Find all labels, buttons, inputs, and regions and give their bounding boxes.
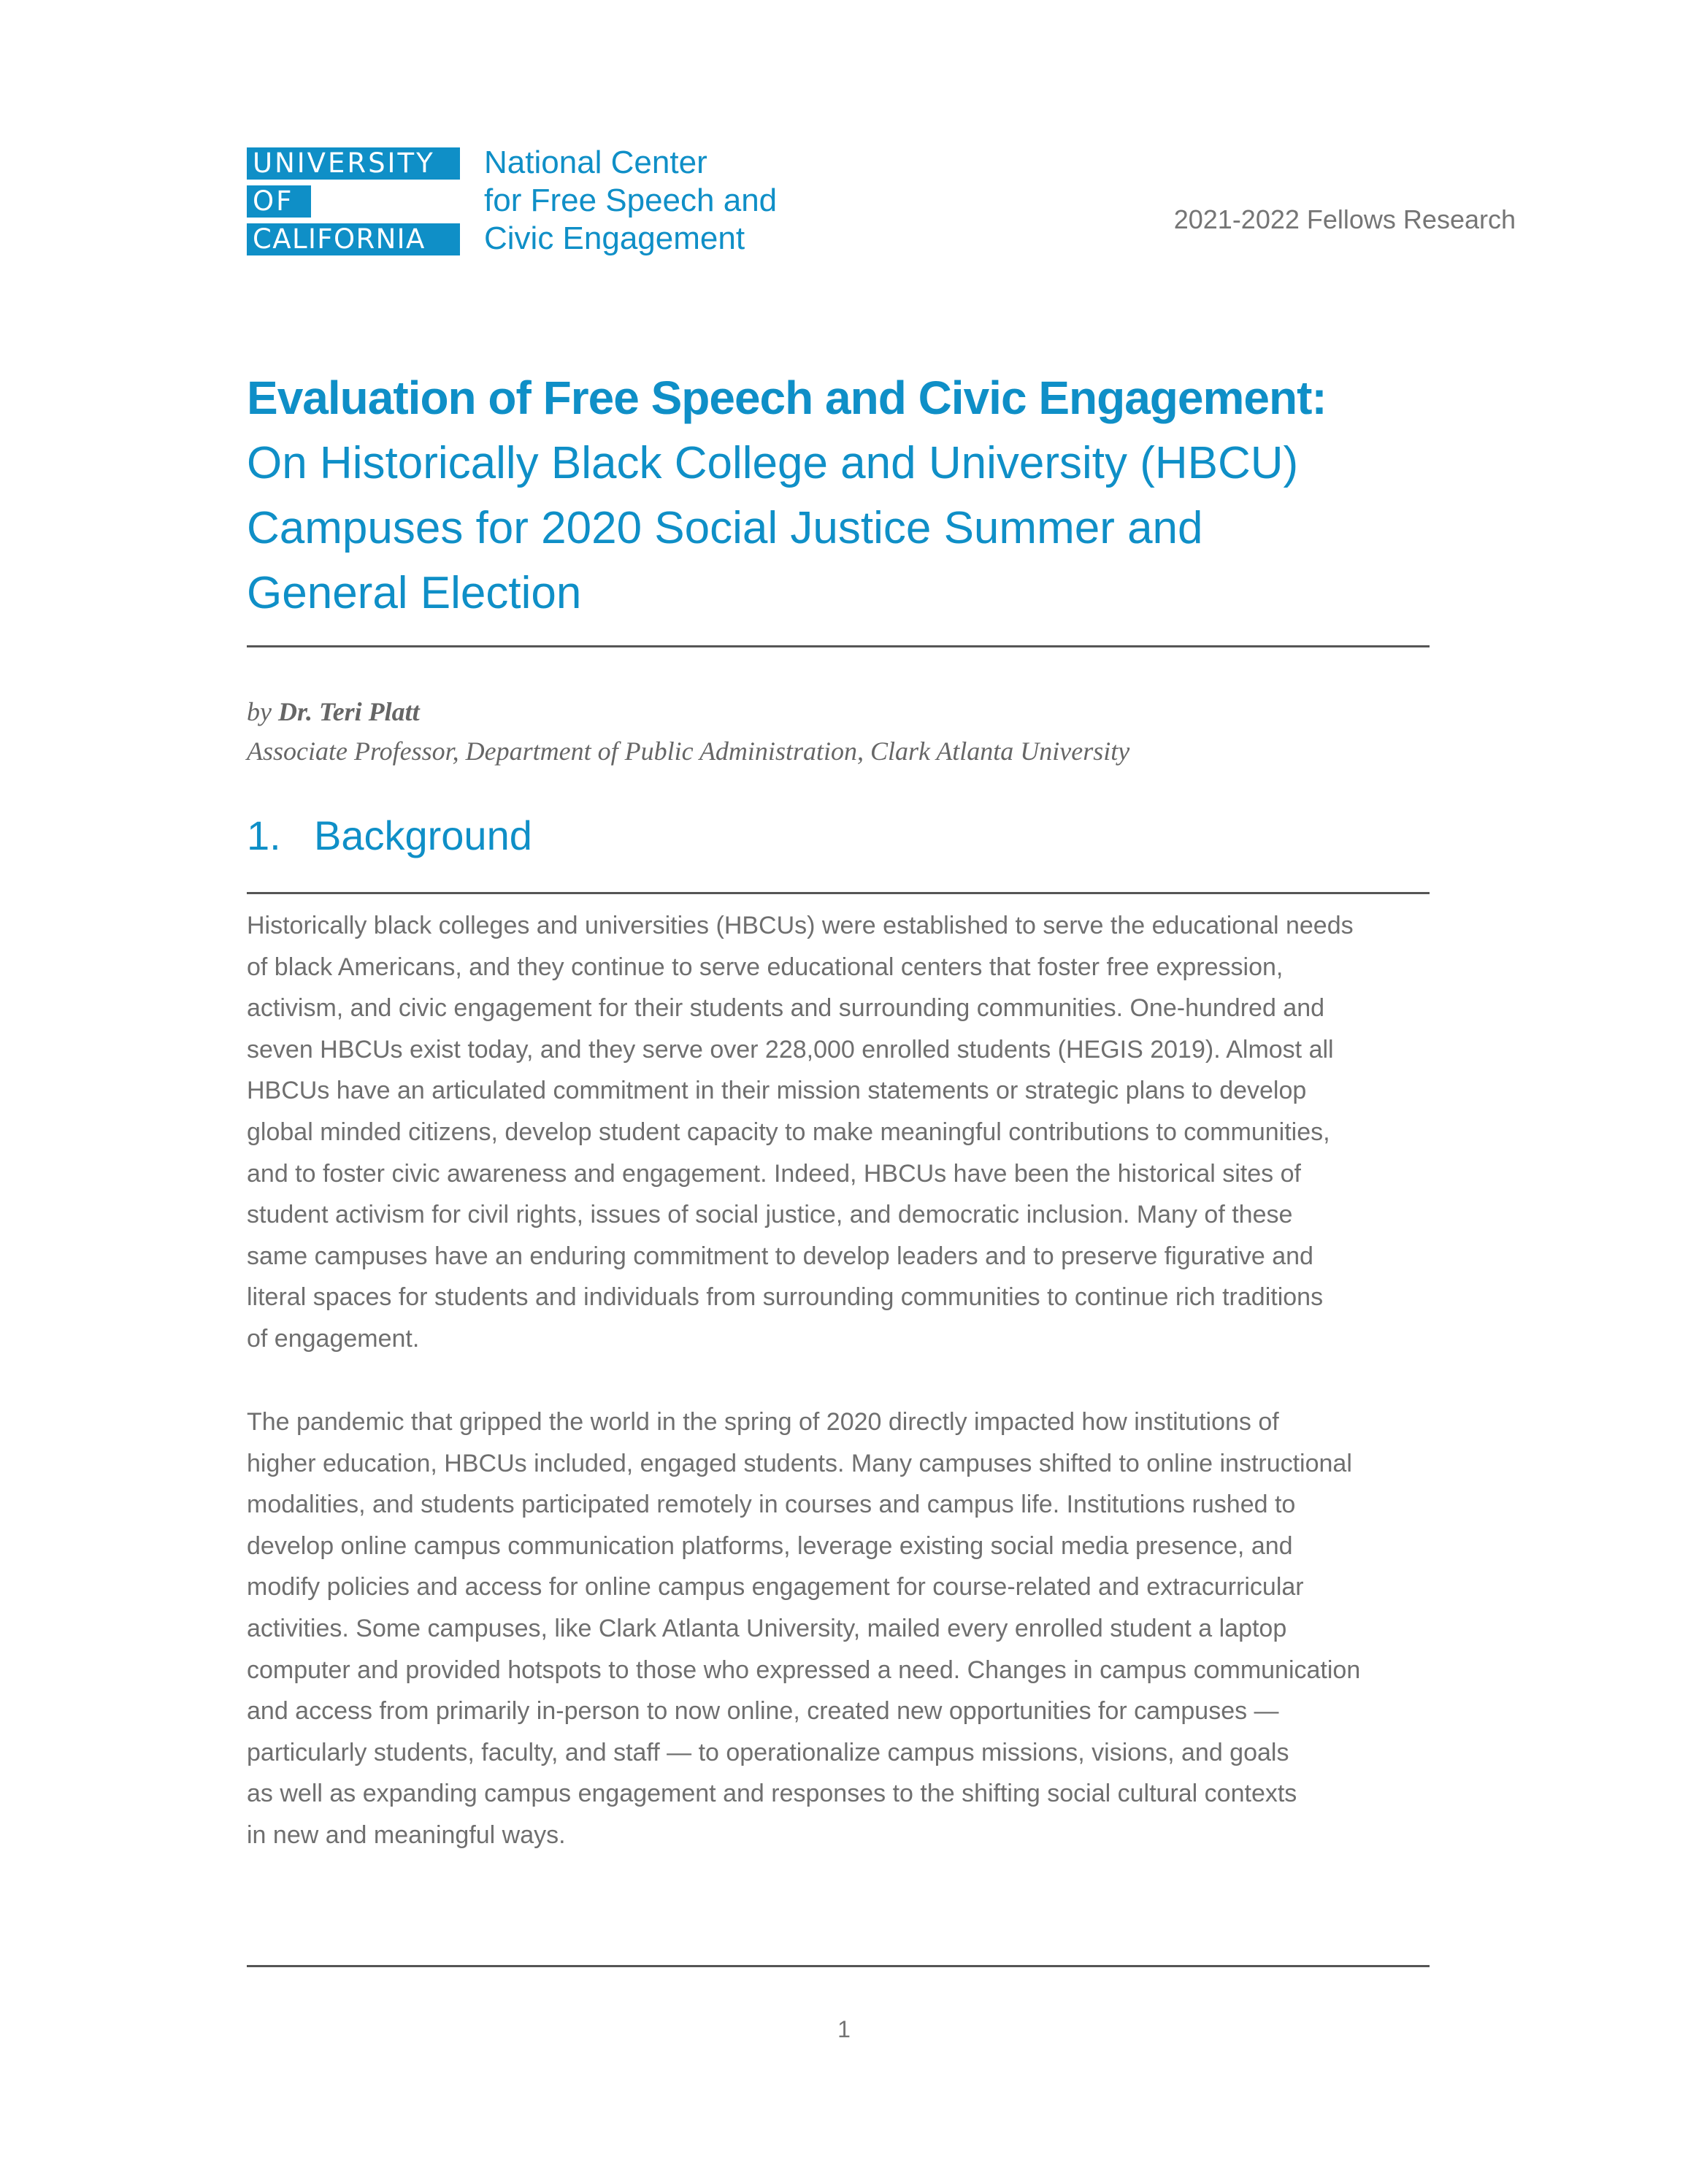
center-name-line: National Center bbox=[484, 145, 707, 180]
title-subtitle-line: General Election bbox=[247, 568, 582, 618]
section-divider bbox=[247, 892, 1430, 894]
paragraph-background-1 bbox=[247, 905, 1444, 1360]
paragraph-line: and to foster civic awareness and engagement. Indeed, HBCUs have been the historical sites of bbox=[247, 1159, 1301, 1188]
footer-divider bbox=[247, 1965, 1430, 1967]
title-divider bbox=[247, 645, 1430, 647]
paragraph-line: particularly students, faculty, and staff — to operationalize campus missions, visions, and goals bbox=[247, 1738, 1289, 1766]
paragraph-line: as well as expanding campus engagement and responses to the shifting social cultural contexts bbox=[247, 1780, 1297, 1808]
paragraph-line: of engagement. bbox=[247, 1324, 420, 1353]
paragraph-line: The pandemic that gripped the world in the spring of 2020 directly impacted how institutions of bbox=[247, 1408, 1279, 1436]
paragraph-line: higher education, HBCUs included, engaged students. Many campuses shifted to online instructional bbox=[247, 1449, 1352, 1477]
author-affiliation: Associate Professor, Department of Public Administration, Clark Atlanta University bbox=[247, 737, 1130, 766]
section-heading bbox=[247, 810, 532, 861]
document-title bbox=[247, 365, 1488, 626]
paragraph-line: seven HBCUs exist today, and they serve over 228,000 enrolled students (HEGIS 2019). Almost all bbox=[247, 1035, 1334, 1064]
paragraph-line: and access from primarily in-person to now online, created new opportunities for campuses — bbox=[247, 1697, 1279, 1726]
author-byline bbox=[247, 692, 1129, 731]
paragraph-line: in new and meaningful ways. bbox=[247, 1820, 566, 1849]
series-label: 2021-2022 Fellows Research bbox=[1173, 204, 1516, 234]
title-subtitle-line: On Historically Black College and University (HBCU) bbox=[247, 438, 1299, 488]
center-name-line: Civic Engagement bbox=[484, 220, 745, 256]
author-name: Dr. Teri Platt bbox=[277, 697, 420, 726]
author-by: by bbox=[247, 697, 272, 726]
paragraph-line: same campuses have an enduring commitment to develop leaders and to preserve figurative and bbox=[247, 1242, 1313, 1270]
paragraph-line: HBCUs have an articulated commitment in their mission statements or strategic plans to develop bbox=[247, 1077, 1307, 1105]
paragraph-line: develop online campus communication platforms, leverage existing social media presence, and bbox=[247, 1531, 1293, 1560]
paragraph-line: modalities, and students participated remotely in courses and campus life. Institutions rushed to bbox=[247, 1491, 1296, 1519]
logo-of-text: OF bbox=[247, 185, 311, 218]
title-main: Evaluation of Free Speech and Civic Engagement: bbox=[247, 372, 1327, 424]
title-subtitle-line: Campuses for 2020 Social Justice Summer and bbox=[247, 503, 1203, 553]
paragraph-line: literal spaces for students and individuals from surrounding communities to continue rich traditions bbox=[247, 1283, 1324, 1312]
paragraph-line: global minded citizens, develop student capacity to make meaningful contributions to communities, bbox=[247, 1118, 1330, 1146]
paragraph-line: of black Americans, and they continue to serve educational centers that foster free expression, bbox=[247, 953, 1284, 981]
author-block bbox=[247, 692, 1129, 771]
center-name-line: for Free Speech and bbox=[484, 182, 778, 218]
paragraph-line: Historically black colleges and universities (HBCUs) were established to serve the educational needs bbox=[247, 912, 1354, 939]
page-number: 1 bbox=[837, 2016, 851, 2042]
paragraph-background-2 bbox=[247, 1401, 1444, 1856]
logo-california-text: CALIFORNIA bbox=[247, 223, 460, 255]
paragraph-line: student activism for civil rights, issues of social justice, and democratic inclusion. Many of these bbox=[247, 1201, 1293, 1229]
paragraph-line: computer and provided hotspots to those who expressed a need. Changes in campus communication bbox=[247, 1656, 1361, 1684]
paragraph-line: activism, and civic engagement for their students and surrounding communities. One-hundred and bbox=[247, 994, 1325, 1023]
center-name bbox=[484, 144, 777, 258]
section-title: Background bbox=[314, 812, 532, 858]
logo-university-text: UNIVERSITY bbox=[247, 147, 460, 180]
paragraph-line: activities. Some campuses, like Clark Atlanta University, mailed every enrolled student a laptop bbox=[247, 1614, 1287, 1642]
section-number: 1. bbox=[247, 812, 281, 858]
paragraph-line: modify policies and access for online campus engagement for course-related and extracurricular bbox=[247, 1573, 1304, 1602]
